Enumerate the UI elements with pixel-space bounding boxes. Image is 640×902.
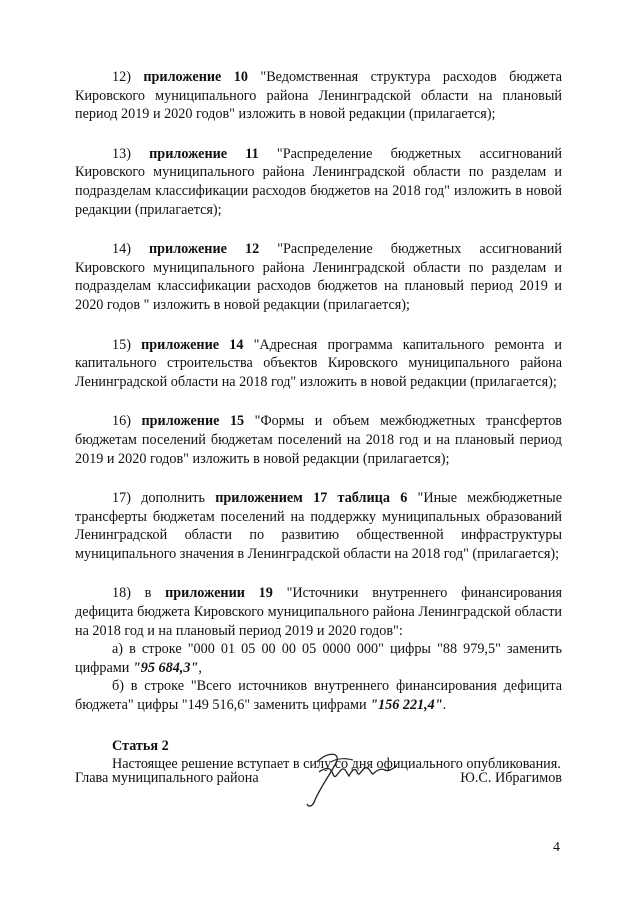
list-item: 15) приложение 14 "Адресная программа капитального ремонта и капитального строительства объектов Кировского муниципального района Ленинградской области на 2018 год" изложить в новой редакции (прилагается); — [75, 336, 563, 390]
list-item: 17) дополнить приложением 17 таблица 6 "Иные межбюджетные трансферты бюджетам поселений на поддержку муниципальных образований Ленинградской области по развитию общественной инфраструктуры муниципального значения в Ленинградской области на 2018 год" (прилагается); — [75, 490, 563, 562]
appendix-ref: приложением 17 таблица 6 — [215, 490, 408, 507]
appendix-ref: приложение 15 — [141, 413, 245, 430]
list-item: 13) приложение 11 "Распределение бюджетных ассигнований Кировского муниципального района Ленинградской области по разделам и подразделам классификации расходов бюджетов на 2018 год" изложить в новой редакции (прилагается); — [75, 145, 562, 218]
list-item: 12) приложение 10 "Ведомственная структура расходов бюджета Кировского муниципального района Ленинградской области на плановый период 2019 и 2020 годов" изложить в новой редакции (прилагается); — [75, 69, 563, 123]
signatory-position: Глава муниципального района — [75, 770, 259, 786]
appendix-ref: приложение 11 — [149, 145, 259, 162]
list-item: 18) в приложении 19 "Источники внутреннего финансирования дефицита бюджета Кировского муниципального района Ленинградской области на 2018 год и на плановый период 2019 и 2020 годов": — [75, 585, 562, 639]
handwritten-signature — [297, 748, 407, 810]
appendix-ref: приложение 10 — [143, 69, 248, 85]
appendix-ref: приложение 14 — [141, 336, 244, 353]
new-value: "95 684,3" — [132, 659, 199, 676]
signature-block — [75, 770, 562, 830]
page-number: 4 — [553, 840, 560, 855]
article-text: Настоящее решение вступает в силу со дня официального опубликования. — [112, 756, 561, 773]
appendix-ref: приложение 12 — [148, 241, 260, 258]
list-item: 14) приложение 12 "Распределение бюджетных ассигнований Кировского муниципального района Ленинградской области по разделам и подразделам классификации расходов бюджетов на плановый период 2019 и 2020 годов " изложить в новой редакции (прилагается); — [75, 241, 562, 313]
list-item: 16) приложение 15 "Формы и объем межбюджетных трансфертов бюджетам поселений бюджетам поселений на 2018 год и на плановый период 2019 и 2020 годов" изложить в новой редакции (прилагается); — [75, 413, 563, 467]
new-value: "156 221,4" — [370, 697, 443, 714]
document-body — [75, 68, 562, 774]
appendix-ref: приложении 19 — [165, 585, 273, 602]
signatory-name: Ю.С. Ибрагимов — [460, 770, 562, 786]
sub-item-a: а) в строке "000 01 05 00 00 05 0000 000" цифры "88 979,5" заменить цифрами "95 684,3", — [75, 641, 562, 676]
article-title: Статья 2 — [112, 737, 169, 754]
sub-item-b: б) в строке "Всего источников внутреннего финансирования дефицита бюджета" цифры "149 516,6" заменить цифрами "156 221,4". — [75, 678, 562, 714]
